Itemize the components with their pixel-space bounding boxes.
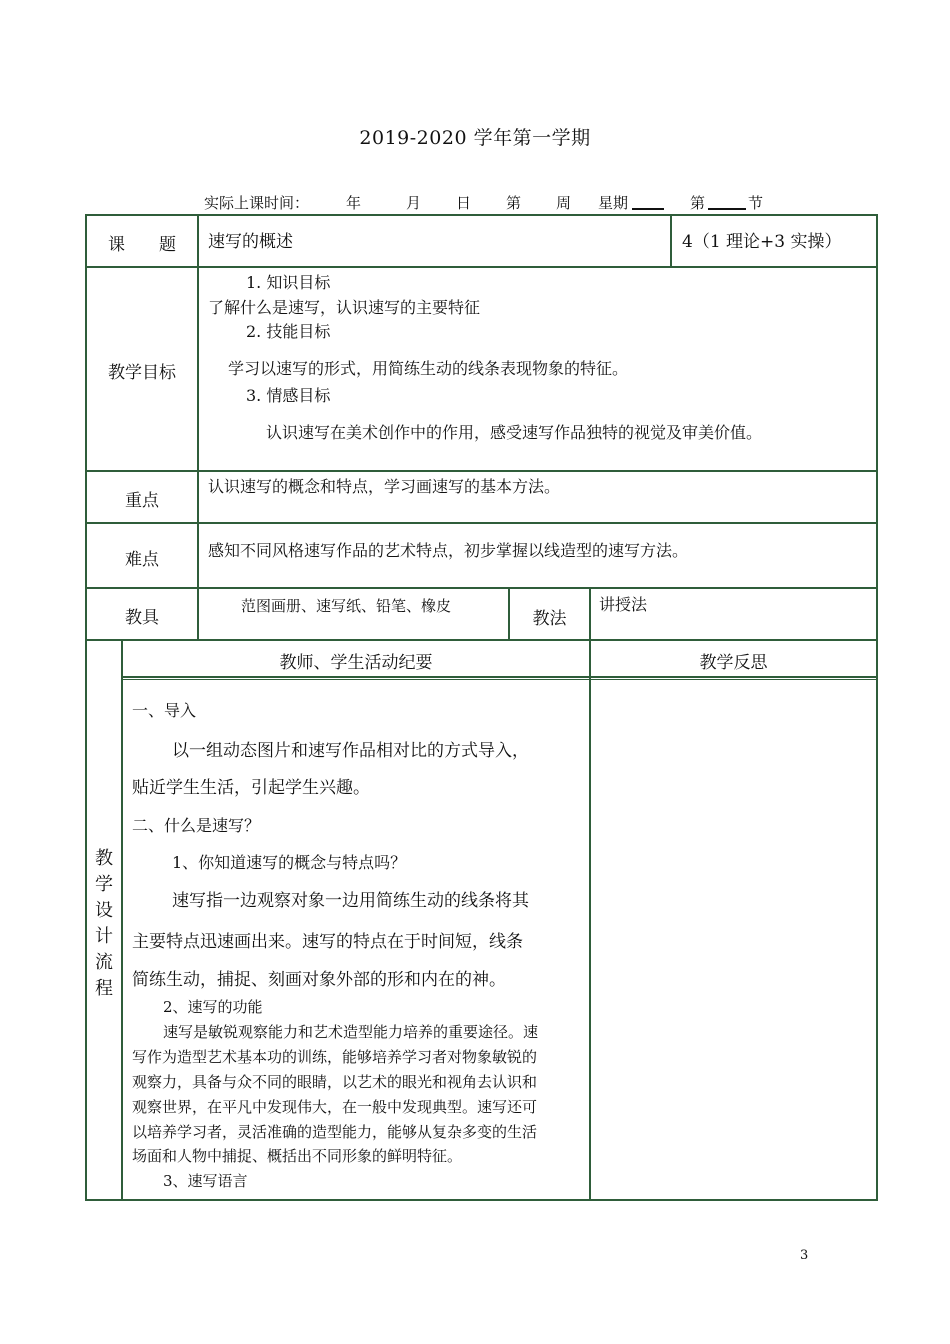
list-item: 3、速写语言 (163, 1172, 248, 1190)
key-label: 重点 (125, 491, 159, 511)
week-prefix-label: 第 (506, 194, 522, 212)
session-prefix-label: 第 (690, 194, 706, 212)
list-item: 一、导入 (132, 701, 197, 720)
goal-knowledge-text: 了解什么是速写，认识速写的主要特征 (208, 298, 481, 317)
topic-label: 课 题 (108, 235, 176, 255)
goal-emotion-heading: 3. 情感目标 (246, 386, 331, 405)
reflection-header: 教学反思 (699, 653, 768, 673)
list-item: 速写是敏锐观察能力和艺术造型能力培养的重要途径。速 (163, 1023, 539, 1041)
list-item: 观察世界，在平凡中发现伟大，在一般中发现典型。速写还可 (132, 1098, 538, 1116)
list-item: 写作为造型艺术基本功的训练，能够培养学习者对物象敏锐的 (132, 1048, 538, 1066)
goal-emotion-text: 认识速写在美术创作中的作用，感受速写作品独特的视觉及审美价值。 (266, 423, 763, 442)
list-item: 观察力，具备与众不同的眼睛，以艺术的眼光和视角去认识和 (132, 1073, 538, 1091)
activity-header: 教师、学生活动纪要 (279, 653, 433, 673)
topic-value: 速写的概述 (208, 232, 293, 252)
week-label: 周 (556, 194, 572, 212)
key-value: 认识速写的概念和特点，学习画速写的基本方法。 (208, 477, 561, 496)
list-item: 主要特点迅速画出来。速写的特点在于时间短，线条 (132, 932, 523, 952)
month-label: 月 (406, 194, 422, 212)
list-item: 简练生动，捕捉、刻画对象外部的形和内在的神。 (132, 970, 506, 990)
session-label: 节 (748, 194, 764, 212)
difficulty-value: 感知不同风格速写作品的艺术特点，初步掌握以线造型的速写方法。 (208, 541, 689, 560)
list-item: 以培养学习者，灵活准确的造型能力，能够从复杂多变的生活 (132, 1123, 538, 1141)
goal-skill-text: 学习以速写的形式，用简练生动的线条表现物象的特征。 (228, 359, 629, 378)
list-item: 场面和人物中捕捉、概括出不同形象的鲜明特征。 (132, 1147, 463, 1165)
list-item: 2、速写的功能 (163, 998, 263, 1016)
list-item: 贴近学生生活，引起学生兴趣。 (132, 778, 370, 798)
tools-label: 教具 (125, 608, 159, 628)
year-label: 年 (346, 194, 362, 212)
goal-knowledge-heading: 1. 知识目标 (246, 273, 331, 292)
goals-label: 教学目标 (108, 363, 176, 383)
goal-skill-heading: 2. 技能目标 (246, 322, 331, 341)
page-title: 2019-2020 学年第一学期 (359, 127, 591, 149)
session-blank (708, 194, 746, 210)
method-label: 教法 (532, 609, 567, 629)
hours-value: 4（1 理论+3 实操） (682, 232, 842, 252)
list-item: 以一组动态图片和速写作品相对比的方式导入， (172, 741, 529, 761)
class-time-label: 实际上课时间： (204, 194, 310, 212)
difficulty-label: 难点 (125, 550, 159, 570)
process-label: 教 学 设 计 流 程 (95, 848, 113, 999)
page-number: 3 (800, 1248, 809, 1263)
day-label: 日 (456, 194, 472, 212)
list-item: 1、你知道速写的概念与特点吗？ (172, 853, 407, 872)
weekday-label: 星期 (598, 194, 629, 212)
list-item: 速写指一边观察对象一边用简练生动的线条将其 (172, 891, 529, 911)
tools-value: 范图画册、速写纸、铅笔、橡皮 (241, 597, 452, 615)
method-value: 讲授法 (599, 595, 648, 614)
list-item: 二、什么是速写？ (132, 816, 261, 835)
weekday-blank (632, 194, 664, 210)
